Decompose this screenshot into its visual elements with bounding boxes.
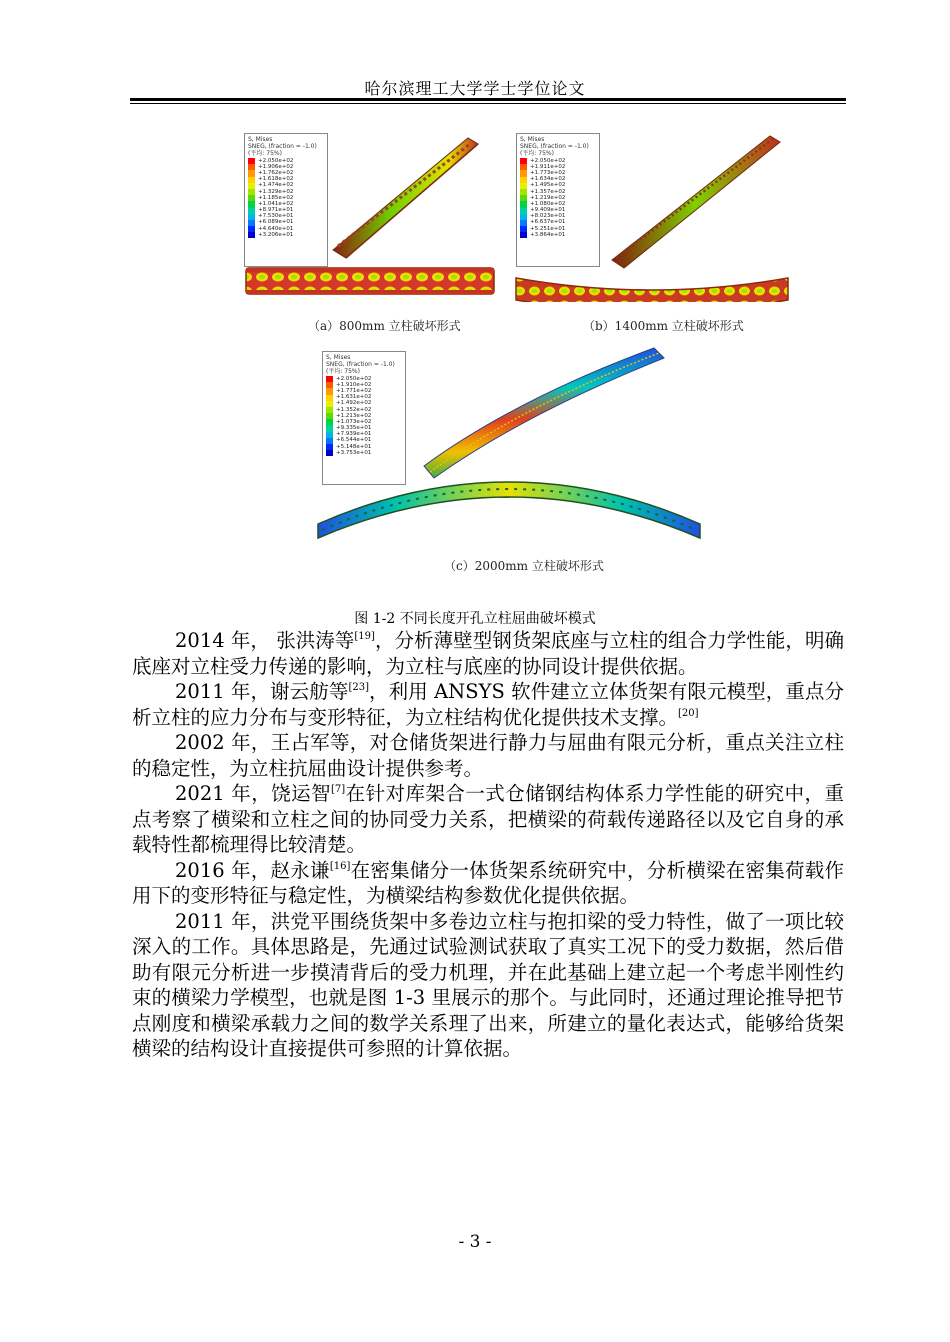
legend-value: +1.357e+02 xyxy=(530,188,566,195)
legend-value: +3.753e+01 xyxy=(336,449,372,456)
legend-value: +1.474e+02 xyxy=(258,182,294,189)
legend-value: +1.771e+02 xyxy=(336,387,372,394)
legend-value: +1.762e+02 xyxy=(258,169,294,176)
legend-value: +3.206e+01 xyxy=(258,231,294,238)
legend-value: +6.637e+01 xyxy=(530,219,566,226)
legend-value: +1.213e+02 xyxy=(336,412,372,419)
page-number: - 3 - xyxy=(458,1232,492,1252)
paragraph: 2014 年， 张洪涛等[19]，分析薄壁型钢货架底座与立柱的组合力学性能，明确底座对立柱受力传递的影响，为立柱与底座的协同设计提供依据。 xyxy=(132,629,844,678)
paragraph: 2016 年，赵永谦[16]在密集储分一体货架系统研究中，分析横梁在密集荷载作用下的变形特征与稳定性，为横梁结构参数优化提供依据。 xyxy=(132,858,844,907)
legend-value: +1.634e+02 xyxy=(530,176,566,183)
legend-value: +1.618e+02 xyxy=(258,176,294,183)
header-rule-thin xyxy=(130,103,846,104)
legend-value: +1.080e+02 xyxy=(530,200,566,207)
paragraph: 2011 年，谢云舫等[23]，利用 ANSYS 软件建立立体货架有限元模型，重点分析立柱的应力分布与变形特征，为立柱结构优化提供技术支撑。[20] xyxy=(132,680,844,729)
legend-value: +2.050e+02 xyxy=(258,157,294,164)
legend-value: +5.148e+01 xyxy=(336,443,372,450)
body-text xyxy=(132,628,844,1062)
legend-value: +1.041e+02 xyxy=(258,200,294,207)
legend-value: +4.640e+01 xyxy=(258,225,294,232)
paragraph: 2011 年，洪党平围绕货架中多卷边立柱与抱扣梁的受力特性，做了一项比较深入的工作。具体思路是，先通过试验测试获取了真实工况下的受力数据，然后借助有限元分析进一步摸清背后的受力机理，并在此基础上建立起一个考虑半刚性约束的横梁力学模型，也就是图 1-3 里展示的那个。与此同时，还通过理论推导把节点刚度和横梁承载力之间的数学关系理了出来，所建立的量化表达式，能够给货架横梁的结构设计直接提供可参照的计算依据。 xyxy=(132,909,844,1060)
fea-image-panel-a xyxy=(238,130,500,300)
legend-value: +6.089e+01 xyxy=(258,219,294,226)
legend-value: +8.971e+01 xyxy=(258,207,294,214)
legend-value: +3.864e+01 xyxy=(530,231,566,238)
legend-value: +1.911e+02 xyxy=(530,163,566,170)
panel-c-caption: （c）2000mm 立柱破坏形式 xyxy=(444,559,604,573)
legend-title: S, Mises SNEG, (fraction = -1.0) (平均: 75%) xyxy=(326,354,395,375)
flat-column-a xyxy=(246,268,494,294)
legend-value: +1.495e+02 xyxy=(530,182,566,189)
legend-value: +1.773e+02 xyxy=(530,169,566,176)
legend-value: +9.335e+01 xyxy=(336,425,372,432)
legend-title: S, Mises SNEG, (fraction = -1.0) (平均: 75%) xyxy=(520,136,589,157)
legend-value: +1.910e+02 xyxy=(336,381,372,388)
twisted-column-b xyxy=(612,136,780,268)
legend-value: +6.544e+01 xyxy=(336,437,372,444)
legend-value: +2.050e+02 xyxy=(530,157,566,164)
paragraph: 2002 年，王占军等，对仓储货架进行静力与屈曲有限元分析，重点关注立柱的稳定性，为立柱抗屈曲设计提供参考。 xyxy=(132,731,844,780)
legend-value: +7.939e+01 xyxy=(336,431,372,438)
legend-value: +9.409e+01 xyxy=(530,207,566,214)
legend-value: +1.329e+02 xyxy=(258,188,294,195)
figure-caption: 图 1-2 不同长度开孔立柱屈曲破坏模式 xyxy=(354,611,596,627)
legend-value: +1.352e+02 xyxy=(336,406,372,413)
legend-value: +1.185e+02 xyxy=(258,194,294,201)
legend-value: +2.050e+02 xyxy=(336,375,372,382)
legend-value: +7.530e+01 xyxy=(258,213,294,220)
fea-image-panel-b xyxy=(512,130,794,302)
legend-value: +1.631e+02 xyxy=(336,394,372,401)
legend-value: +5.251e+01 xyxy=(530,225,566,232)
legend-value: +1.492e+02 xyxy=(336,400,372,407)
twisted-column-a xyxy=(333,138,478,258)
legend-value: +1.219e+02 xyxy=(530,194,566,201)
legend-value: +8.023e+01 xyxy=(530,213,566,220)
arched-column-c xyxy=(318,482,700,538)
legend-title: S, Mises SNEG, (fraction = -1.0) (平均: 75%) xyxy=(248,136,317,157)
bent-column-c xyxy=(424,348,664,478)
header-rule-thick xyxy=(130,98,846,101)
panel-b-caption: （b）1400mm 立柱破坏形式 xyxy=(583,319,744,333)
fea-image-panel-c xyxy=(314,340,704,540)
panel-a-caption: （a）800mm 立柱破坏形式 xyxy=(308,319,461,333)
running-header: 哈尔滨理工大学学士学位论文 xyxy=(364,79,586,98)
legend-value: +1.073e+02 xyxy=(336,418,372,425)
legend-value: +1.906e+02 xyxy=(258,163,294,170)
paragraph: 2021 年，饶运智[7]在针对库架合一式仓储钢结构体系力学性能的研究中，重点考察了横梁和立柱之间的协同受力关系，把横梁的荷载传递路径以及它自身的承载特性都梳理得比较清楚。 xyxy=(132,782,844,856)
flat-column-b xyxy=(516,278,788,302)
